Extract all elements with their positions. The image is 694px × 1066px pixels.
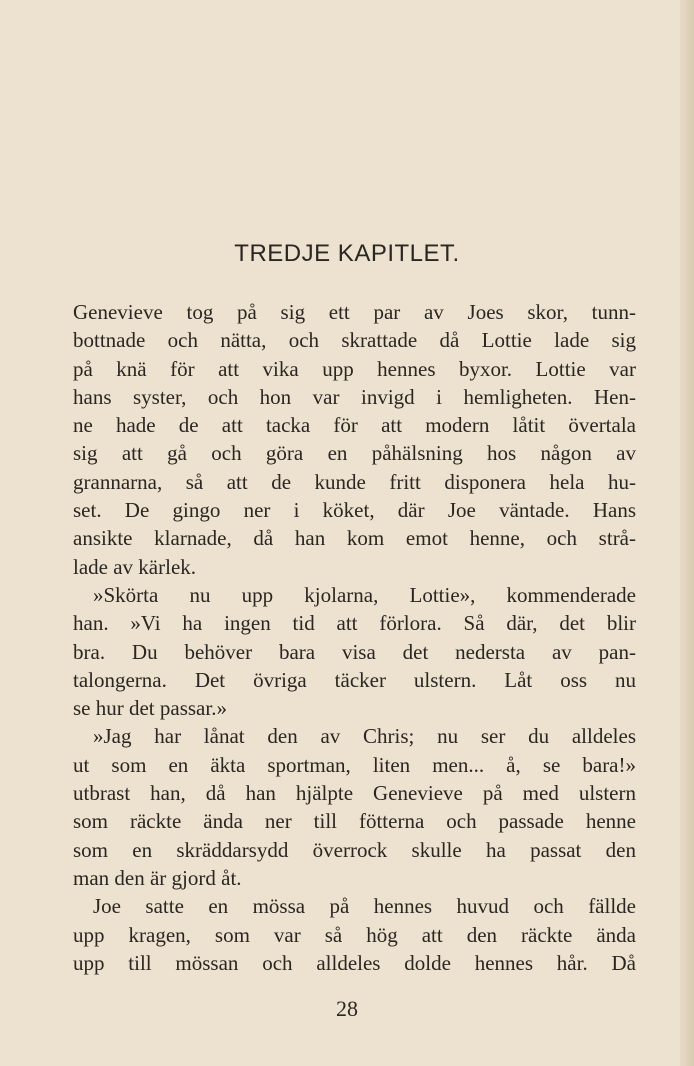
text-line: Joe satte en mössa på hennes huvud och fällde — [93, 894, 636, 919]
text-line: »Jag har lånat den av Chris; nu ser du alldeles — [93, 724, 636, 749]
text-line: talongerna. Det övriga täcker ulstern. Låt oss nu — [73, 667, 636, 692]
page-edge — [680, 0, 694, 1066]
page-number: 28 — [336, 996, 358, 1021]
text-line: bra. Du behöver bara visa det nedersta av pan- — [73, 639, 636, 664]
text-line: på knä för att vika upp hennes byxor. Lottie var — [73, 356, 636, 381]
text-line: lade av kärlek. — [73, 554, 197, 579]
text-line: Genevieve tog på sig ett par av Joes skor, tunn- — [73, 300, 636, 324]
text-line: sig att gå och göra en påhälsning hos någon av — [73, 441, 636, 466]
text-line: utbrast han, då han hjälpte Genevieve på med ulstern — [73, 781, 636, 806]
text-line: som en skräddarsydd överrock skulle ha passat den — [73, 837, 636, 862]
text-line: hans syster, och hon var invigd i hemligheten. Hen- — [73, 384, 636, 409]
text-line: set. De gingo ner i köket, där Joe väntade. Hans — [73, 498, 636, 523]
text-line: se hur det passar.» — [73, 696, 227, 721]
text-line: han. »Vi ha ingen tid att förlora. Så där, det blir — [73, 611, 636, 636]
text-line: bottnade och nätta, och skrattade då Lottie lade sig — [73, 328, 636, 353]
text-line: »Skörta nu upp kjolarna, Lottie», kommenderade — [93, 582, 636, 607]
text-line: upp kragen, som var så hög att den räckte ända — [73, 922, 636, 947]
text-line: ne hade de att tacka för att modern låtit övertala — [73, 413, 636, 438]
text-line: man den är gjord åt. — [73, 865, 242, 890]
text-line: ansikte klarnade, då han kom emot henne, och strå- — [73, 526, 636, 551]
chapter-title: TREDJE KAPITLET. — [234, 240, 460, 267]
text-line: som räckte ända ner till fötterna och passade henne — [73, 809, 636, 834]
text-line: upp till mössan och alldeles dolde hennes hår. Då — [73, 950, 636, 975]
body-text — [73, 298, 636, 977]
text-line: grannarna, så att de kunde fritt disponera hela hu- — [73, 469, 636, 494]
text-line: ut som en äkta sportman, liten men... å, se bara!» — [73, 752, 636, 777]
